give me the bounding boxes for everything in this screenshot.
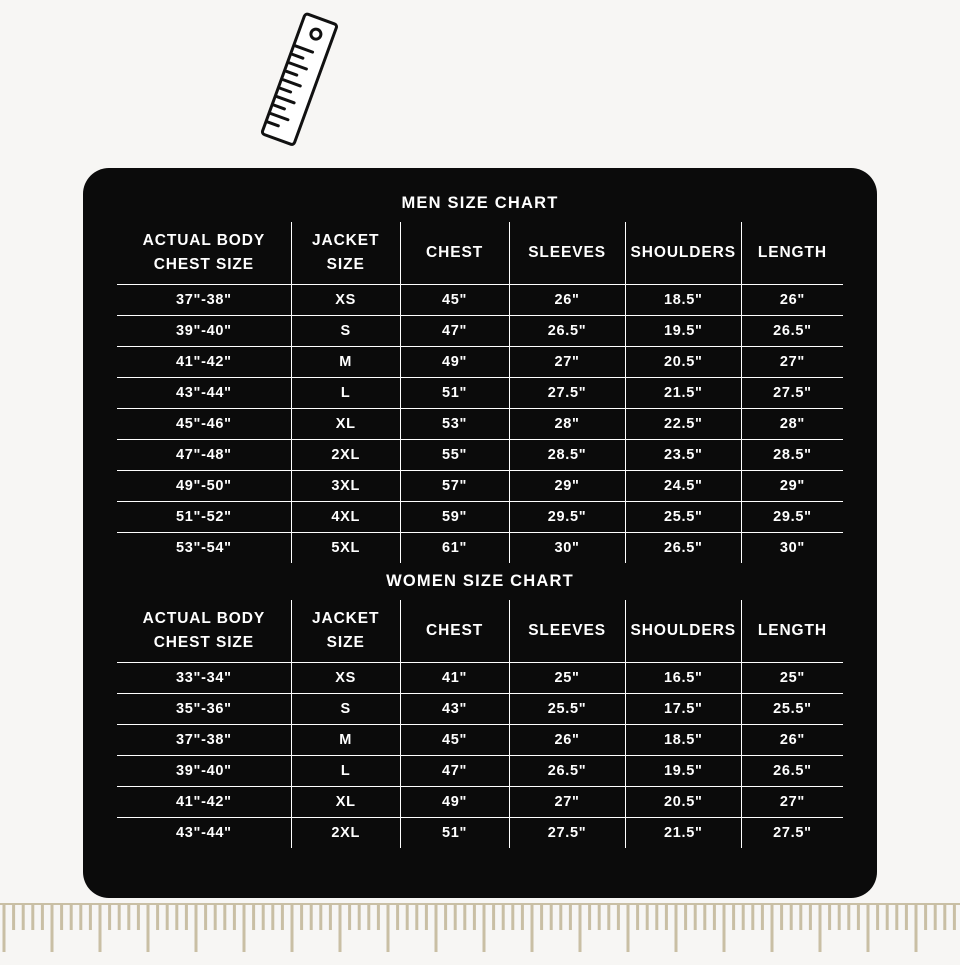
cell-shoulders: 19.5" [625, 316, 741, 347]
cell-shoulders: 20.5" [625, 787, 741, 818]
table-row [117, 471, 843, 502]
cell-chest: 55" [400, 440, 509, 471]
cell-chest: 43" [400, 694, 509, 725]
cell-sleeves: 26.5" [509, 316, 625, 347]
cell-length: 28.5" [741, 440, 843, 471]
ruler-icon [252, 10, 362, 155]
cell-sleeves: 25.5" [509, 694, 625, 725]
cell-length: 25" [741, 663, 843, 694]
cell-length: 27.5" [741, 818, 843, 849]
table-row [117, 316, 843, 347]
column-header-sleeves: SLEEVES [509, 600, 625, 663]
cell-chest: 51" [400, 378, 509, 409]
column-header-length: LENGTH [741, 600, 843, 663]
table-row [117, 756, 843, 787]
cell-length: 25.5" [741, 694, 843, 725]
column-header-sleeves: SLEEVES [509, 222, 625, 285]
cell-sleeves: 27" [509, 787, 625, 818]
cell-shoulders: 26.5" [625, 533, 741, 564]
ruler-scale-icon [0, 898, 960, 960]
cell-jacket-size: XL [291, 787, 400, 818]
cell-shoulders: 19.5" [625, 756, 741, 787]
cell-length: 26.5" [741, 316, 843, 347]
cell-length: 30" [741, 533, 843, 564]
cell-length: 29" [741, 471, 843, 502]
cell-jacket-size: 3XL [291, 471, 400, 502]
women-size-table [117, 600, 843, 848]
column-header-actual-body-chest-size: ACTUAL BODY CHEST SIZE [117, 222, 291, 285]
table-row [117, 787, 843, 818]
table-row [117, 347, 843, 378]
cell-jacket-size: L [291, 756, 400, 787]
column-header-actual-body-chest-size: ACTUAL BODY CHEST SIZE [117, 600, 291, 663]
cell-shoulders: 21.5" [625, 378, 741, 409]
cell-shoulders: 16.5" [625, 663, 741, 694]
cell-jacket-size: 2XL [291, 818, 400, 849]
cell-body-chest: 33"-34" [117, 663, 291, 694]
cell-chest: 45" [400, 285, 509, 316]
cell-body-chest: 39"-40" [117, 756, 291, 787]
cell-body-chest: 47"-48" [117, 440, 291, 471]
table-row [117, 533, 843, 564]
cell-shoulders: 17.5" [625, 694, 741, 725]
cell-jacket-size: XS [291, 285, 400, 316]
cell-chest: 41" [400, 663, 509, 694]
cell-shoulders: 21.5" [625, 818, 741, 849]
cell-length: 26" [741, 725, 843, 756]
cell-shoulders: 24.5" [625, 471, 741, 502]
cell-sleeves: 27.5" [509, 818, 625, 849]
column-header-length: LENGTH [741, 222, 843, 285]
cell-sleeves: 30" [509, 533, 625, 564]
column-header-jacket-size: JACKET SIZE [291, 222, 400, 285]
table-row [117, 725, 843, 756]
cell-sleeves: 28" [509, 409, 625, 440]
women-chart-title: WOMEN SIZE CHART [386, 572, 574, 591]
cell-chest: 57" [400, 471, 509, 502]
column-header-jacket-size: JACKET SIZE [291, 600, 400, 663]
cell-body-chest: 41"-42" [117, 347, 291, 378]
women-table-body [117, 663, 843, 849]
men-size-table [117, 222, 843, 563]
cell-body-chest: 43"-44" [117, 378, 291, 409]
cell-body-chest: 43"-44" [117, 818, 291, 849]
cell-chest: 53" [400, 409, 509, 440]
cell-shoulders: 18.5" [625, 285, 741, 316]
cell-chest: 59" [400, 502, 509, 533]
cell-length: 29.5" [741, 502, 843, 533]
cell-sleeves: 27" [509, 347, 625, 378]
cell-shoulders: 25.5" [625, 502, 741, 533]
cell-jacket-size: 4XL [291, 502, 400, 533]
cell-sleeves: 25" [509, 663, 625, 694]
cell-jacket-size: 2XL [291, 440, 400, 471]
cell-jacket-size: S [291, 316, 400, 347]
cell-shoulders: 23.5" [625, 440, 741, 471]
cell-length: 26" [741, 285, 843, 316]
cell-shoulders: 18.5" [625, 725, 741, 756]
cell-jacket-size: 5XL [291, 533, 400, 564]
cell-length: 26.5" [741, 756, 843, 787]
women-table-header [117, 600, 843, 663]
men-table-body [117, 285, 843, 564]
cell-jacket-size: XS [291, 663, 400, 694]
cell-body-chest: 51"-52" [117, 502, 291, 533]
cell-chest: 61" [400, 533, 509, 564]
men-table-header [117, 222, 843, 285]
cell-shoulders: 22.5" [625, 409, 741, 440]
table-row [117, 818, 843, 849]
column-header-chest: CHEST [400, 222, 509, 285]
cell-chest: 47" [400, 756, 509, 787]
cell-jacket-size: S [291, 694, 400, 725]
cell-sleeves: 28.5" [509, 440, 625, 471]
cell-body-chest: 53"-54" [117, 533, 291, 564]
cell-sleeves: 29" [509, 471, 625, 502]
cell-shoulders: 20.5" [625, 347, 741, 378]
cell-body-chest: 49"-50" [117, 471, 291, 502]
cell-jacket-size: XL [291, 409, 400, 440]
cell-sleeves: 26.5" [509, 756, 625, 787]
cell-sleeves: 27.5" [509, 378, 625, 409]
cell-body-chest: 39"-40" [117, 316, 291, 347]
cell-length: 27" [741, 787, 843, 818]
cell-body-chest: 35"-36" [117, 694, 291, 725]
cell-sleeves: 26" [509, 285, 625, 316]
cell-jacket-size: M [291, 725, 400, 756]
cell-body-chest: 37"-38" [117, 285, 291, 316]
cell-chest: 49" [400, 787, 509, 818]
table-row [117, 663, 843, 694]
men-chart-title: MEN SIZE CHART [401, 194, 559, 212]
cell-length: 27.5" [741, 378, 843, 409]
column-header-shoulders: SHOULDERS [625, 222, 741, 285]
cell-jacket-size: L [291, 378, 400, 409]
column-header-shoulders: SHOULDERS [625, 600, 741, 663]
cell-jacket-size: M [291, 347, 400, 378]
cell-chest: 51" [400, 818, 509, 849]
column-header-chest: CHEST [400, 600, 509, 663]
table-row [117, 694, 843, 725]
cell-sleeves: 26" [509, 725, 625, 756]
table-header-row [117, 222, 843, 285]
size-chart-card [83, 168, 877, 898]
table-row [117, 378, 843, 409]
cell-length: 28" [741, 409, 843, 440]
cell-body-chest: 45"-46" [117, 409, 291, 440]
table-row [117, 502, 843, 533]
cell-body-chest: 41"-42" [117, 787, 291, 818]
table-row [117, 285, 843, 316]
cell-length: 27" [741, 347, 843, 378]
cell-body-chest: 37"-38" [117, 725, 291, 756]
cell-sleeves: 29.5" [509, 502, 625, 533]
cell-chest: 47" [400, 316, 509, 347]
table-row [117, 440, 843, 471]
table-row [117, 409, 843, 440]
table-header-row [117, 600, 843, 663]
cell-chest: 45" [400, 725, 509, 756]
cell-chest: 49" [400, 347, 509, 378]
